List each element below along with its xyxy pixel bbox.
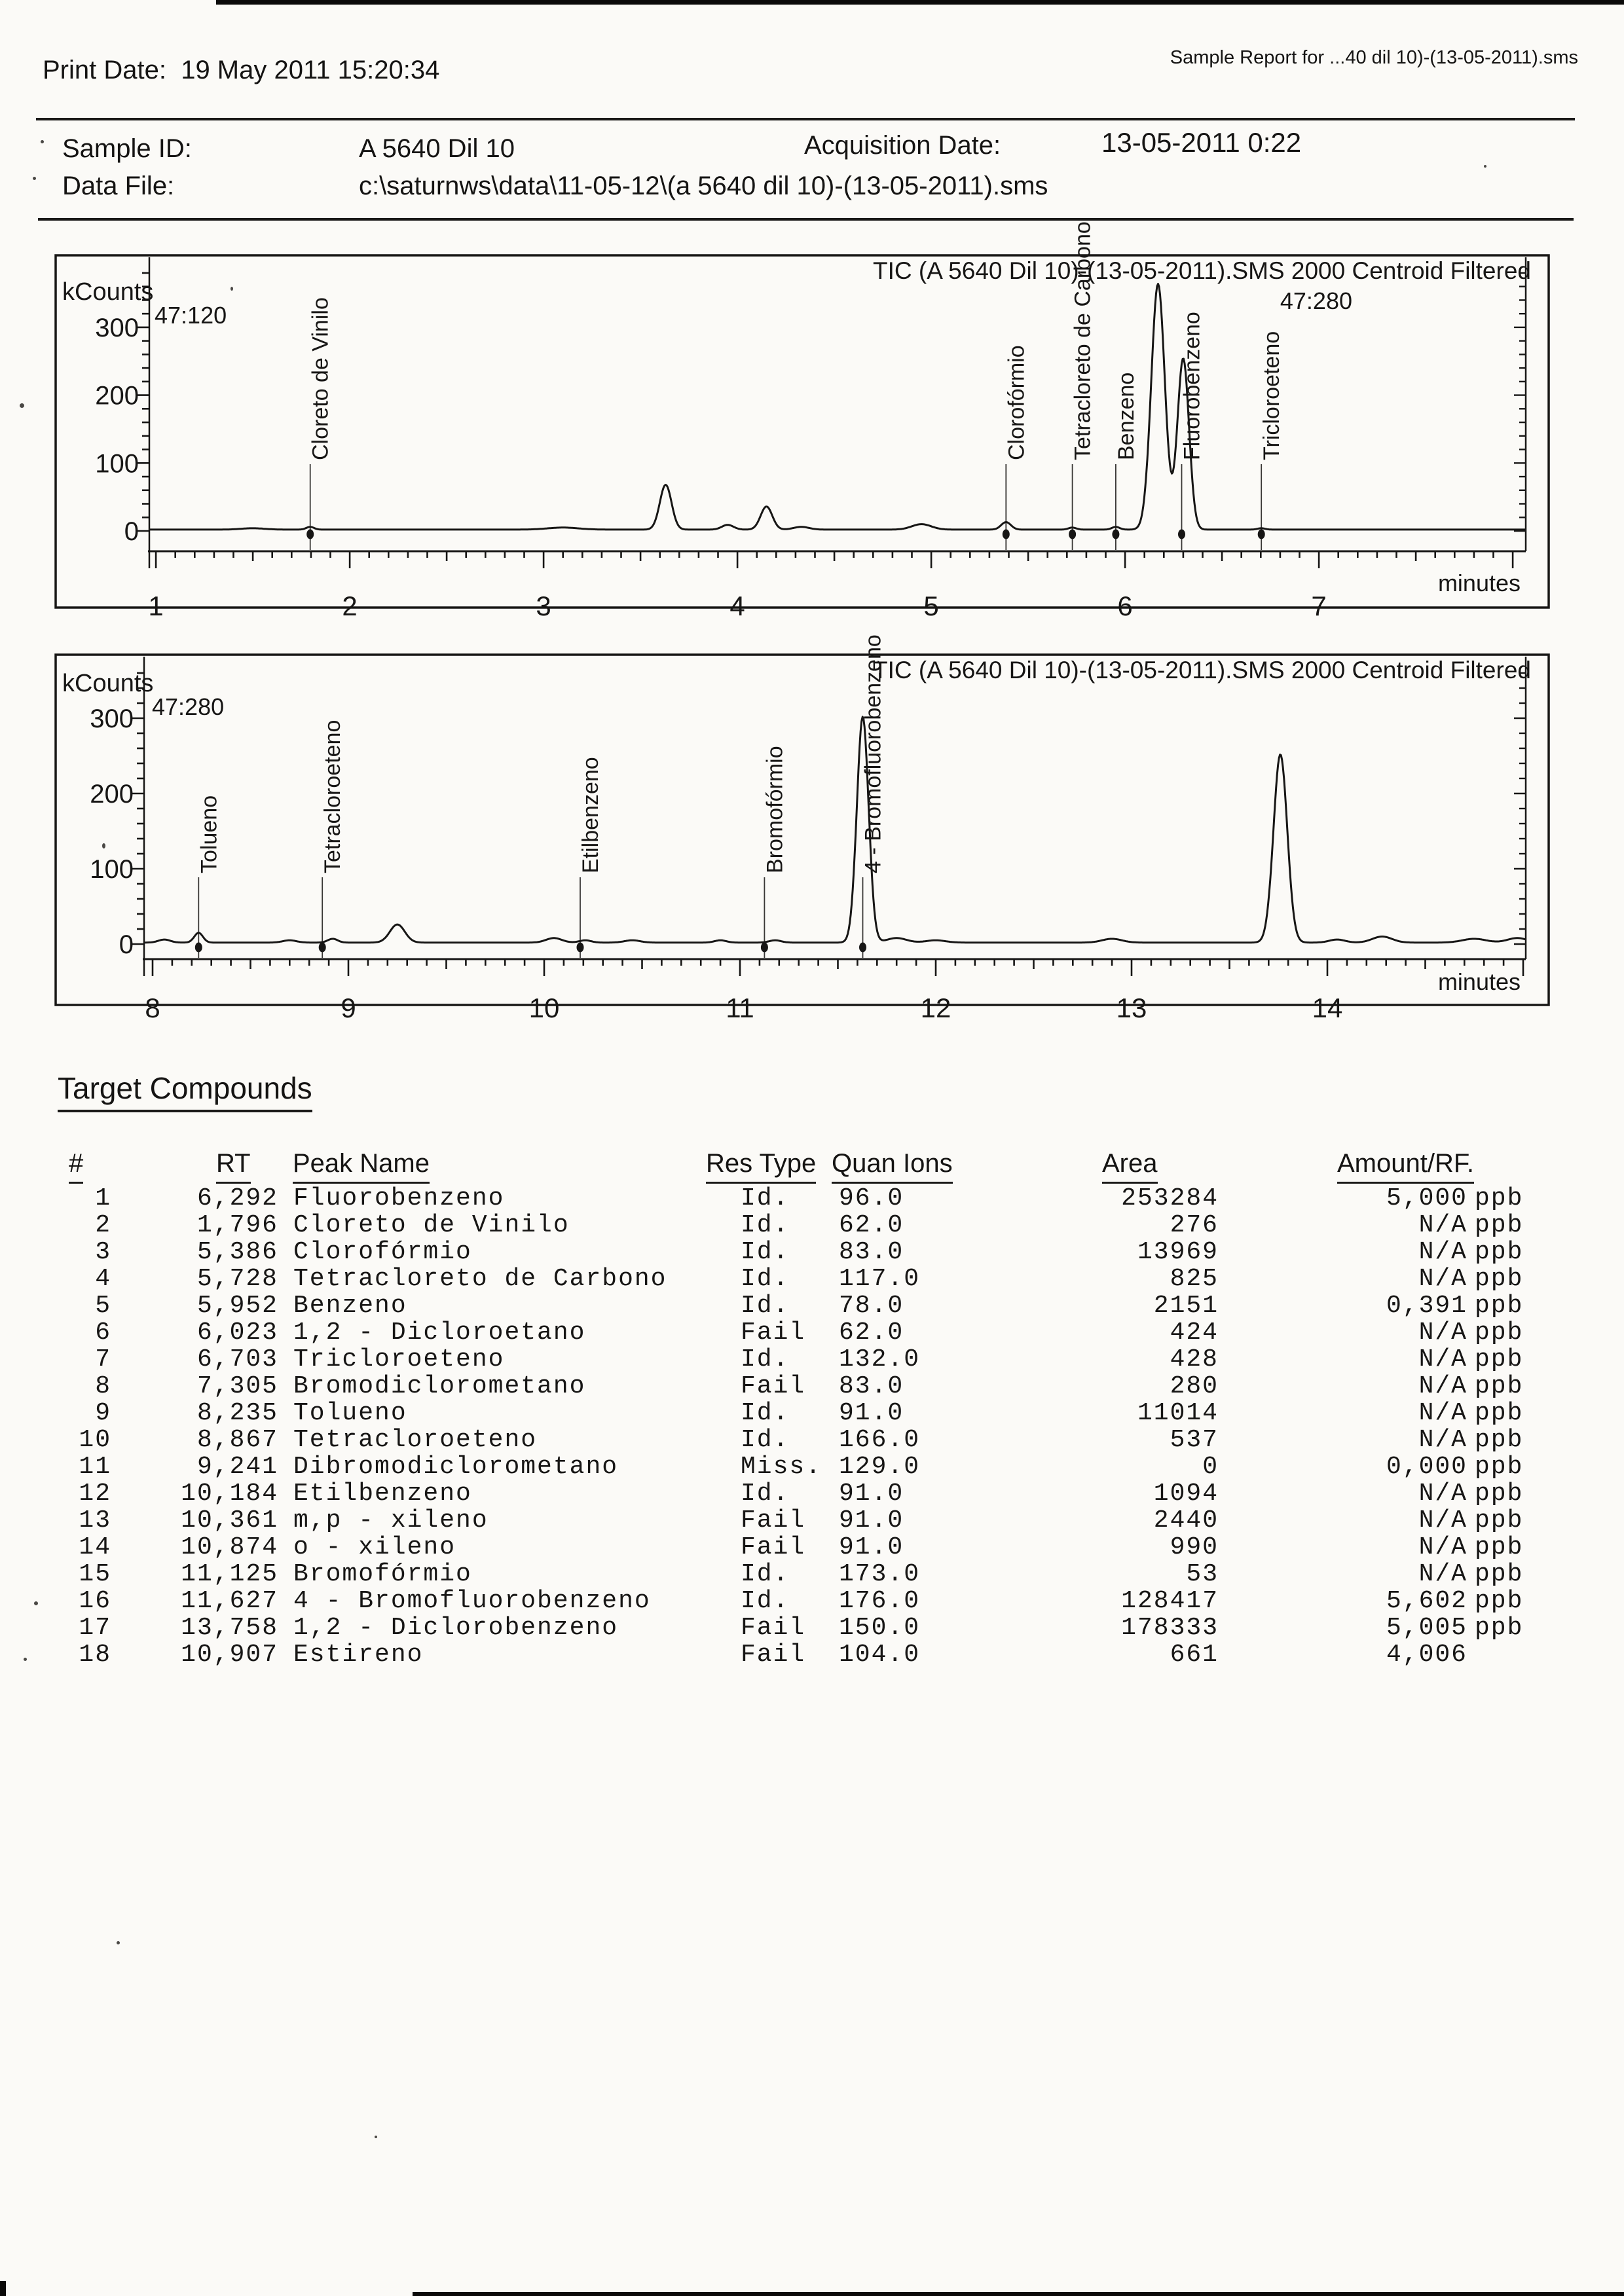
x-tick-label: 2 [342,591,358,621]
cell-name: Tetracloreto de Carbono [293,1265,667,1293]
x-tick-label: 11 [726,993,754,1023]
y-tick-label: 100 [90,855,134,884]
cell-name: Benzeno [293,1292,407,1320]
cell-area: 2151 [1153,1292,1219,1320]
cell-unit: ppb [1475,1426,1524,1454]
cell-name: Bromodiclorometano [293,1372,586,1400]
cell-unit: ppb [1475,1453,1524,1481]
cell-num: 5 [95,1292,111,1320]
cell-rt: 13,758 [181,1614,278,1642]
cell-num: 7 [95,1345,111,1374]
cell-quan: 96.0 [839,1184,904,1212]
x-tick-label: 13 [1116,993,1147,1023]
cell-quan: 173.0 [839,1560,921,1588]
table-row [0,1587,1624,1614]
sample-id-value: A 5640 Dil 10 [359,134,515,163]
speck [1484,165,1486,168]
cell-unit: ppb [1475,1560,1524,1588]
x-tick-label: 14 [1312,993,1343,1023]
cell-amount: N/A [1418,1399,1467,1427]
cell-quan: 78.0 [839,1292,904,1320]
cell-name: Bromofórmio [293,1560,472,1588]
speck [24,1658,27,1661]
table-row [0,1211,1624,1238]
cell-name: Tetracloroeteno [293,1426,538,1454]
column-header-res: Res Type [706,1149,816,1184]
x-axis-title: minutes [1437,570,1521,596]
table-row [0,1372,1624,1399]
cell-res: Id. [741,1426,790,1454]
table-row [0,1641,1624,1667]
cell-res: Id. [741,1238,790,1266]
acquisition-date-value: 13-05-2011 0:22 [1101,127,1302,158]
target-compounds-table [0,1149,1624,1738]
cell-name: Tricloroeteno [293,1345,505,1374]
cell-rt: 10,874 [181,1533,278,1561]
cell-area: 2440 [1153,1506,1219,1535]
speck [20,403,24,408]
peak-label: Tricloroeteno [1259,331,1285,460]
peak-label: Tetracloroeteno [320,720,346,873]
cell-num: 14 [79,1533,111,1561]
y-tick-label: 200 [90,780,134,809]
cell-rt: 6,703 [196,1345,278,1374]
cell-amount: N/A [1418,1319,1467,1347]
segment-label: 47:120 [155,302,227,329]
cell-area: 424 [1170,1319,1219,1347]
cell-name: Fluorobenzeno [293,1184,505,1212]
cell-res: Fail [741,1319,806,1347]
cell-unit: ppb [1475,1319,1524,1347]
cell-area: 537 [1170,1426,1219,1454]
cell-quan: 62.0 [839,1211,904,1239]
cell-num: 10 [79,1426,111,1454]
table-row [0,1480,1624,1506]
cell-amount: N/A [1418,1265,1467,1293]
cell-area: 276 [1170,1211,1219,1239]
cell-area: 11014 [1137,1399,1219,1427]
x-tick-label: 6 [1117,591,1133,621]
cell-name: 1,2 - Diclorobenzeno [293,1614,619,1642]
print-date-label: Print Date: [43,56,166,84]
cell-res: Fail [741,1614,806,1642]
peak-label: Bromofórmio [762,746,788,873]
cell-area: 253284 [1121,1184,1219,1212]
x-tick-label: 5 [923,591,939,621]
peak-label: Etilbenzeno [578,757,603,873]
cell-quan: 176.0 [839,1587,921,1615]
cell-amount: 0,000 [1386,1453,1467,1481]
y-tick-label: 300 [95,313,139,342]
cell-quan: 91.0 [839,1506,904,1535]
cell-rt: 8,235 [196,1399,278,1427]
cell-rt: 11,125 [181,1560,278,1588]
peak-label: Tetracloreto de Carbono [1070,221,1096,460]
peak-label: Cloreto de Vinilo [308,297,333,460]
column-header-area: Area [1102,1149,1158,1184]
cell-unit: ppb [1475,1211,1524,1239]
cell-rt: 7,305 [196,1372,278,1400]
table-row [0,1399,1624,1426]
cell-num: 13 [79,1506,111,1535]
cell-unit: ppb [1475,1292,1524,1320]
cell-name: o - xileno [293,1533,456,1561]
cell-quan: 83.0 [839,1238,904,1266]
x-tick-label: 4 [729,591,745,621]
peak-label: Tolueno [196,795,222,873]
cell-area: 428 [1170,1345,1219,1374]
cell-quan: 117.0 [839,1265,921,1293]
cell-name: Tolueno [293,1399,407,1427]
cell-unit: ppb [1475,1399,1524,1427]
y-tick-label: 0 [124,517,139,546]
column-header-name: Peak Name [293,1149,430,1184]
cell-unit: ppb [1475,1238,1524,1266]
y-axis-title: kCounts [62,670,154,697]
table-title: Target Compounds [58,1070,312,1112]
cell-quan: 166.0 [839,1426,921,1454]
y-axis-title: kCounts [62,278,154,306]
cell-area: 0 [1202,1453,1219,1481]
cell-unit: ppb [1475,1506,1524,1535]
cell-quan: 132.0 [839,1345,921,1374]
column-header-rt: RT [216,1149,251,1184]
x-tick-label: 8 [145,993,160,1023]
cell-amount: 4,006 [1386,1641,1467,1669]
cell-amount: N/A [1418,1211,1467,1239]
chart-title: TIC (A 5640 Dil 10)-(13-05-2011).SMS 2000 Centroid Filtered [873,657,1531,683]
peak-label: Fluorobenzeno [1179,312,1205,460]
cell-rt: 11,627 [181,1587,278,1615]
cell-quan: 91.0 [839,1399,904,1427]
cell-amount: N/A [1418,1560,1467,1588]
cell-name: Estireno [293,1641,424,1669]
cell-area: 825 [1170,1265,1219,1293]
cell-quan: 83.0 [839,1372,904,1400]
cell-num: 17 [79,1614,111,1642]
table-row [0,1560,1624,1587]
x-tick-label: 3 [536,591,551,621]
cell-area: 1094 [1153,1480,1219,1508]
y-tick-label: 200 [95,381,139,410]
acquisition-date-label: Acquisition Date: [804,131,1001,160]
cell-amount: 5,000 [1386,1184,1467,1212]
cell-unit: ppb [1475,1587,1524,1615]
x-tick-label: 10 [528,993,560,1023]
speck [102,843,105,848]
table-row [0,1319,1624,1345]
cell-res: Fail [741,1533,806,1561]
cell-amount: N/A [1418,1372,1467,1400]
print-date-value: 19 May 2011 15:20:34 [181,56,440,84]
cell-rt: 6,023 [196,1319,278,1347]
cell-quan: 62.0 [839,1319,904,1347]
cell-unit: ppb [1475,1533,1524,1561]
cell-unit: ppb [1475,1480,1524,1508]
cell-name: 1,2 - Dicloroetano [293,1319,586,1347]
table-row [0,1453,1624,1480]
cell-area: 280 [1170,1372,1219,1400]
cell-num: 11 [79,1453,111,1481]
cell-num: 15 [79,1560,111,1588]
cell-rt: 9,241 [196,1453,278,1481]
cell-num: 3 [95,1238,111,1266]
table-row [0,1184,1624,1211]
cell-amount: N/A [1418,1345,1467,1374]
cell-quan: 150.0 [839,1614,921,1642]
cell-res: Id. [741,1560,790,1588]
x-tick-label: 12 [920,993,951,1023]
cell-amount: 5,005 [1386,1614,1467,1642]
cell-rt: 1,796 [196,1211,278,1239]
cell-res: Id. [741,1265,790,1293]
x-axis-title: minutes [1437,968,1521,995]
segment-label: 47:280 [152,693,225,720]
cell-quan: 129.0 [839,1453,921,1481]
cell-amount: N/A [1418,1480,1467,1508]
cell-num: 4 [95,1265,111,1293]
x-tick-label: 9 [341,993,356,1023]
data-file-label: Data File: [62,172,175,200]
cell-rt: 5,728 [196,1265,278,1293]
cell-num: 6 [95,1319,111,1347]
cell-rt: 5,952 [196,1292,278,1320]
cell-rt: 10,184 [181,1480,278,1508]
cell-res: Id. [741,1211,790,1239]
y-tick-label: 100 [95,449,139,479]
column-header-quan: Quan Ions [832,1149,953,1184]
cell-area: 13969 [1137,1238,1219,1266]
cell-amount: N/A [1418,1426,1467,1454]
chart-frame [56,655,1549,1005]
cell-unit: ppb [1475,1372,1524,1400]
cell-res: Id. [741,1399,790,1427]
cell-res: Id. [741,1292,790,1320]
column-header-num: # [69,1149,83,1184]
cell-res: Id. [741,1184,790,1212]
speck [375,2136,377,2138]
cell-amount: 0,391 [1386,1292,1467,1320]
report-title: Sample Report for ...40 dil 10)-(13-05-2011).sms [1170,47,1578,68]
cell-num: 18 [79,1641,111,1669]
cell-num: 12 [79,1480,111,1508]
cell-res: Fail [741,1372,806,1400]
segment-label-right: 47:280 [1280,287,1352,314]
cell-amount: 5,602 [1386,1587,1467,1615]
cell-area: 178333 [1121,1614,1219,1642]
speck [117,1941,120,1944]
cell-unit: ppb [1475,1614,1524,1642]
cell-num: 9 [95,1399,111,1427]
cell-quan: 91.0 [839,1533,904,1561]
cell-unit: ppb [1475,1184,1524,1212]
table-row [0,1426,1624,1453]
cell-res: Fail [741,1641,806,1669]
chart-title: TIC (A 5640 Dil 10)-(13-05-2011).SMS 2000 Centroid Filtered [873,257,1531,284]
cell-rt: 10,907 [181,1641,278,1669]
sample-id-label: Sample ID: [62,134,192,163]
cell-num: 16 [79,1587,111,1615]
cell-amount: N/A [1418,1506,1467,1535]
cell-rt: 6,292 [196,1184,278,1212]
cell-quan: 91.0 [839,1480,904,1508]
table-row [0,1238,1624,1265]
y-tick-label: 300 [90,704,134,733]
cell-amount: N/A [1418,1533,1467,1561]
cell-name: Clorofórmio [293,1238,472,1266]
cell-area: 128417 [1121,1587,1219,1615]
cell-name: Etilbenzeno [293,1480,472,1508]
cell-name: Dibromodiclorometano [293,1453,619,1481]
cell-num: 2 [95,1211,111,1239]
speck [33,177,36,180]
table-row [0,1292,1624,1319]
cell-rt: 5,386 [196,1238,278,1266]
cell-quan: 104.0 [839,1641,921,1669]
cell-num: 8 [95,1372,111,1400]
x-tick-label: 7 [1311,591,1327,621]
cell-area: 53 [1186,1560,1219,1588]
cell-res: Id. [741,1345,790,1374]
speck [34,1601,38,1605]
cell-name: 4 - Bromofluorobenzeno [293,1587,651,1615]
data-file-value: c:\saturnws\data\11-05-12\(a 5640 dil 10)-(13-05-2011).sms [359,172,1048,200]
peak-label: Benzeno [1113,372,1139,460]
peak-label: Clorofórmio [1004,345,1029,460]
cell-res: Id. [741,1480,790,1508]
speck [231,287,233,291]
table-row [0,1345,1624,1372]
x-tick-label: 1 [148,591,164,621]
table-row [0,1533,1624,1560]
y-tick-label: 0 [119,930,134,959]
table-row [0,1265,1624,1292]
cell-res: Id. [741,1587,790,1615]
table-row [0,1506,1624,1533]
speck [41,140,44,143]
column-header-amount: Amount/RF. [1337,1149,1474,1184]
cell-amount: N/A [1418,1238,1467,1266]
cell-rt: 10,361 [181,1506,278,1535]
cell-rt: 8,867 [196,1426,278,1454]
cell-num: 1 [95,1184,111,1212]
cell-res: Miss. [741,1453,822,1481]
tic-trace [144,717,1526,943]
cell-name: m,p - xileno [293,1506,489,1535]
tic-trace [149,284,1526,530]
cell-area: 990 [1170,1533,1219,1561]
cell-unit: ppb [1475,1345,1524,1374]
cell-area: 661 [1170,1641,1219,1669]
table-row [0,1614,1624,1641]
cell-unit: ppb [1475,1265,1524,1293]
cell-res: Fail [741,1506,806,1535]
peak-label: 4 - Bromofluorobenzeno [860,634,886,873]
cell-name: Cloreto de Vinilo [293,1211,570,1239]
